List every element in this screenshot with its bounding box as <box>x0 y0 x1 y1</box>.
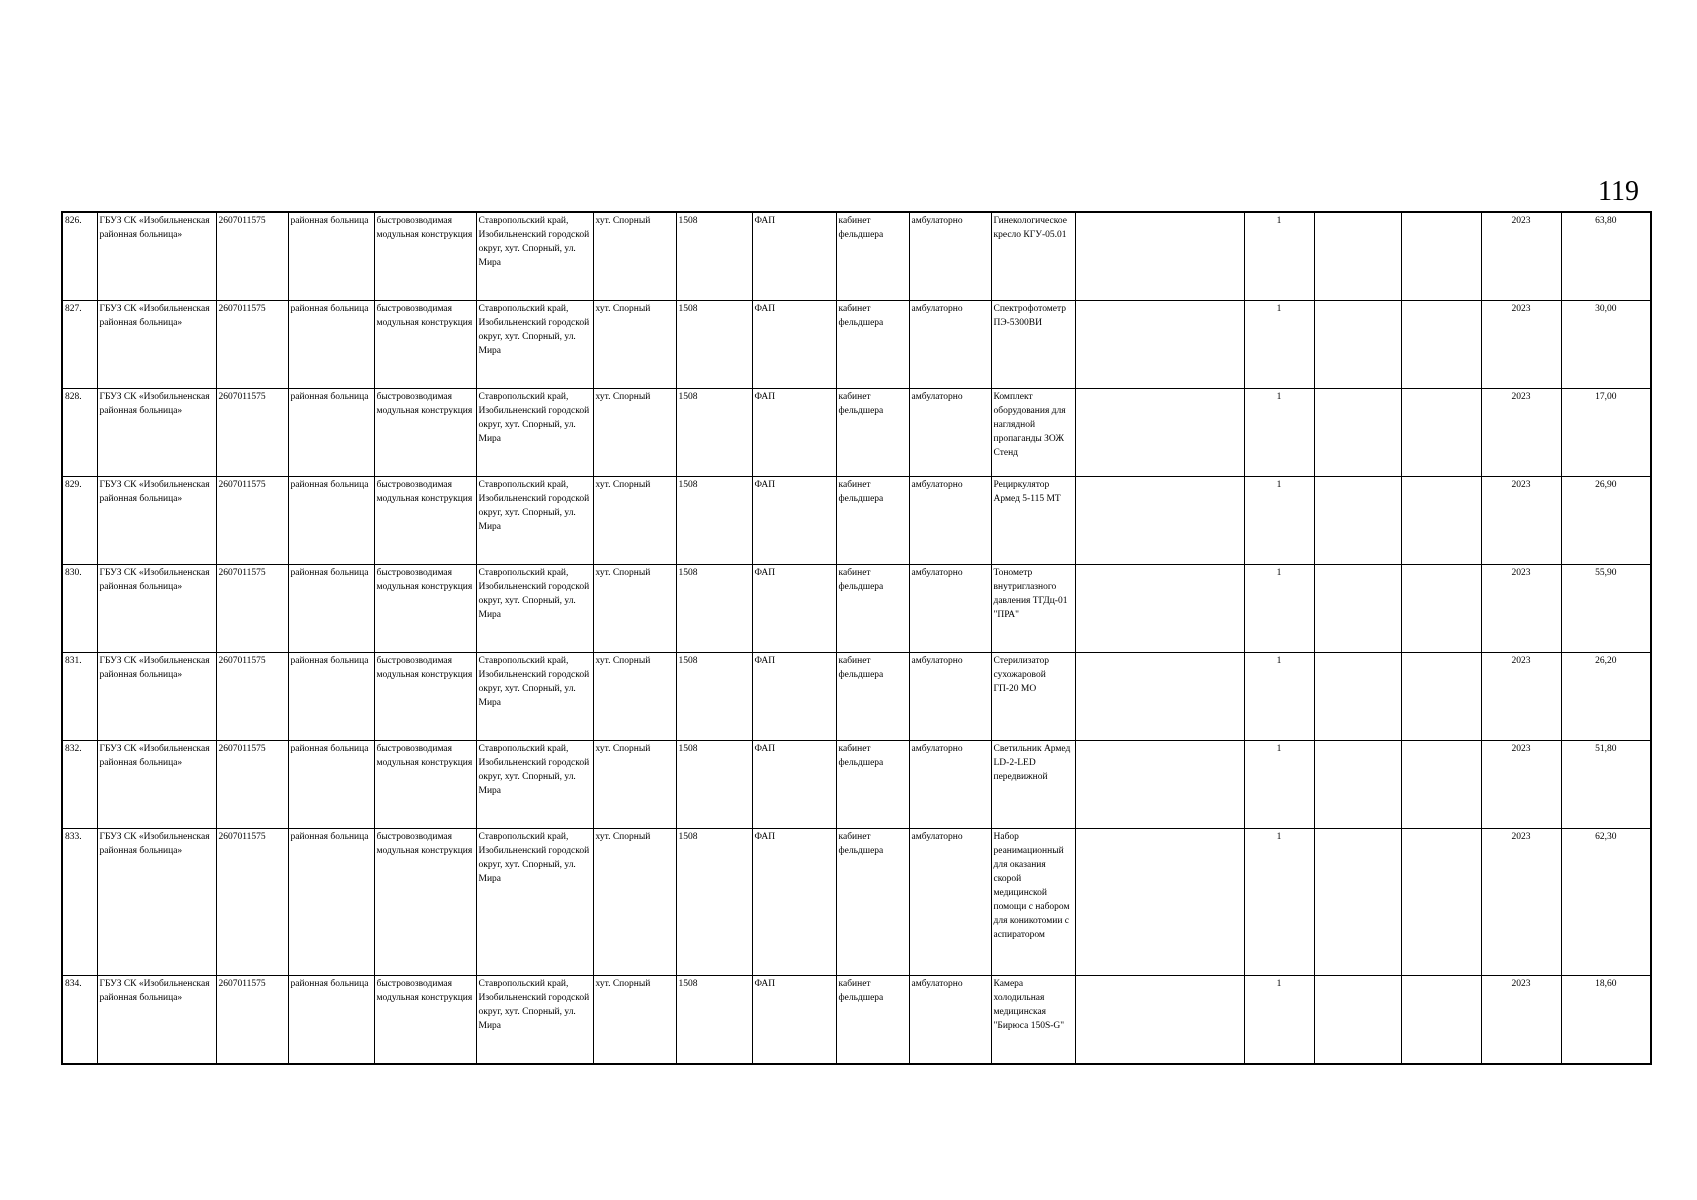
year-cell: 2023 <box>1481 828 1561 975</box>
care-type-cell: амбулаторно <box>909 476 991 564</box>
year-cell: 2023 <box>1481 388 1561 476</box>
organization-cell: ГБУЗ СК «Изобильненская районная больница» <box>97 476 216 564</box>
price-cell: 63,80 <box>1561 212 1651 300</box>
address-cell: Ставропольский край, Изобильненский городской округ, хут. Спорный, ул. Мира <box>476 975 593 1064</box>
org-type-cell: районная больница <box>288 564 374 652</box>
settlement-cell: хут. Спорный <box>593 212 676 300</box>
care-type-cell: амбулаторно <box>909 975 991 1064</box>
room-cell: кабинет фельдшера <box>836 388 909 476</box>
empty-cell <box>1401 476 1481 564</box>
empty-cell <box>1401 740 1481 828</box>
price-cell: 26,20 <box>1561 652 1651 740</box>
empty-cell <box>1314 740 1401 828</box>
population-cell: 1508 <box>676 388 752 476</box>
care-type-cell: амбулаторно <box>909 212 991 300</box>
settlement-cell: хут. Спорный <box>593 300 676 388</box>
year-cell: 2023 <box>1481 975 1561 1064</box>
empty-cell <box>1314 828 1401 975</box>
care-type-cell: амбулаторно <box>909 300 991 388</box>
inn-cell: 2607011575 <box>216 740 288 828</box>
population-cell: 1508 <box>676 300 752 388</box>
year-cell: 2023 <box>1481 564 1561 652</box>
empty-cell <box>1075 652 1244 740</box>
price-cell: 17,00 <box>1561 388 1651 476</box>
population-cell: 1508 <box>676 652 752 740</box>
org-type-cell: районная больница <box>288 212 374 300</box>
organization-cell: ГБУЗ СК «Изобильненская районная больница» <box>97 300 216 388</box>
address-cell: Ставропольский край, Изобильненский городской округ, хут. Спорный, ул. Мира <box>476 388 593 476</box>
settlement-cell: хут. Спорный <box>593 740 676 828</box>
quantity-cell: 1 <box>1244 828 1314 975</box>
quantity-cell: 1 <box>1244 388 1314 476</box>
empty-cell <box>1401 652 1481 740</box>
empty-cell <box>1075 476 1244 564</box>
facility-cell: ФАП <box>752 975 836 1064</box>
price-cell: 51,80 <box>1561 740 1651 828</box>
room-cell: кабинет фельдшера <box>836 300 909 388</box>
settlement-cell: хут. Спорный <box>593 828 676 975</box>
care-type-cell: амбулаторно <box>909 828 991 975</box>
empty-cell <box>1314 388 1401 476</box>
care-type-cell: амбулаторно <box>909 652 991 740</box>
facility-cell: ФАП <box>752 212 836 300</box>
price-cell: 55,90 <box>1561 564 1651 652</box>
table-row <box>62 300 1651 388</box>
quantity-cell: 1 <box>1244 476 1314 564</box>
population-cell: 1508 <box>676 740 752 828</box>
page-number: 119 <box>1598 176 1639 207</box>
empty-cell <box>1401 388 1481 476</box>
quantity-cell: 1 <box>1244 975 1314 1064</box>
empty-cell <box>1075 300 1244 388</box>
equipment-cell: Гинекологическое кресло КГУ-05.01 <box>991 212 1075 300</box>
table-row <box>62 212 1651 300</box>
empty-cell <box>1401 212 1481 300</box>
inn-cell: 2607011575 <box>216 652 288 740</box>
building-type-cell: быстровозводимая модульная конструкция <box>374 975 476 1064</box>
building-type-cell: быстровозводимая модульная конструкция <box>374 564 476 652</box>
facility-cell: ФАП <box>752 300 836 388</box>
table-row <box>62 652 1651 740</box>
building-type-cell: быстровозводимая модульная конструкция <box>374 300 476 388</box>
population-cell: 1508 <box>676 828 752 975</box>
facility-cell: ФАП <box>752 564 836 652</box>
org-type-cell: районная больница <box>288 388 374 476</box>
row-number: 827. <box>62 300 97 388</box>
building-type-cell: быстровозводимая модульная конструкция <box>374 388 476 476</box>
quantity-cell: 1 <box>1244 300 1314 388</box>
empty-cell <box>1075 828 1244 975</box>
quantity-cell: 1 <box>1244 564 1314 652</box>
settlement-cell: хут. Спорный <box>593 476 676 564</box>
room-cell: кабинет фельдшера <box>836 652 909 740</box>
row-number: 828. <box>62 388 97 476</box>
inn-cell: 2607011575 <box>216 212 288 300</box>
building-type-cell: быстровозводимая модульная конструкция <box>374 828 476 975</box>
facility-cell: ФАП <box>752 388 836 476</box>
table-row <box>62 828 1651 975</box>
building-type-cell: быстровозводимая модульная конструкция <box>374 212 476 300</box>
organization-cell: ГБУЗ СК «Изобильненская районная больница» <box>97 388 216 476</box>
table-row <box>62 740 1651 828</box>
org-type-cell: районная больница <box>288 740 374 828</box>
room-cell: кабинет фельдшера <box>836 975 909 1064</box>
empty-cell <box>1314 975 1401 1064</box>
org-type-cell: районная больница <box>288 975 374 1064</box>
organization-cell: ГБУЗ СК «Изобильненская районная больница» <box>97 212 216 300</box>
facility-cell: ФАП <box>752 740 836 828</box>
inn-cell: 2607011575 <box>216 388 288 476</box>
price-cell: 18,60 <box>1561 975 1651 1064</box>
year-cell: 2023 <box>1481 740 1561 828</box>
empty-cell <box>1075 212 1244 300</box>
org-type-cell: районная больница <box>288 652 374 740</box>
row-number: 832. <box>62 740 97 828</box>
facility-cell: ФАП <box>752 828 836 975</box>
organization-cell: ГБУЗ СК «Изобильненская районная больница» <box>97 740 216 828</box>
table-row <box>62 388 1651 476</box>
facility-cell: ФАП <box>752 476 836 564</box>
organization-cell: ГБУЗ СК «Изобильненская районная больница» <box>97 564 216 652</box>
row-number: 829. <box>62 476 97 564</box>
settlement-cell: хут. Спорный <box>593 564 676 652</box>
settlement-cell: хут. Спорный <box>593 975 676 1064</box>
empty-cell <box>1401 564 1481 652</box>
empty-cell <box>1314 476 1401 564</box>
address-cell: Ставропольский край, Изобильненский городской округ, хут. Спорный, ул. Мира <box>476 300 593 388</box>
address-cell: Ставропольский край, Изобильненский городской округ, хут. Спорный, ул. Мира <box>476 212 593 300</box>
address-cell: Ставропольский край, Изобильненский городской округ, хут. Спорный, ул. Мира <box>476 740 593 828</box>
inn-cell: 2607011575 <box>216 564 288 652</box>
equipment-cell: Спектрофотометр ПЭ-5300ВИ <box>991 300 1075 388</box>
care-type-cell: амбулаторно <box>909 740 991 828</box>
address-cell: Ставропольский край, Изобильненский городской округ, хут. Спорный, ул. Мира <box>476 828 593 975</box>
row-number: 826. <box>62 212 97 300</box>
empty-cell <box>1075 564 1244 652</box>
row-number: 830. <box>62 564 97 652</box>
organization-cell: ГБУЗ СК «Изобильненская районная больница» <box>97 652 216 740</box>
org-type-cell: районная больница <box>288 300 374 388</box>
inn-cell: 2607011575 <box>216 476 288 564</box>
year-cell: 2023 <box>1481 212 1561 300</box>
empty-cell <box>1075 388 1244 476</box>
empty-cell <box>1314 212 1401 300</box>
population-cell: 1508 <box>676 975 752 1064</box>
equipment-cell: Рециркулятор Армед 5-115 МТ <box>991 476 1075 564</box>
address-cell: Ставропольский край, Изобильненский городской округ, хут. Спорный, ул. Мира <box>476 564 593 652</box>
price-cell: 30,00 <box>1561 300 1651 388</box>
empty-cell <box>1401 975 1481 1064</box>
organization-cell: ГБУЗ СК «Изобильненская районная больница» <box>97 975 216 1064</box>
address-cell: Ставропольский край, Изобильненский городской округ, хут. Спорный, ул. Мира <box>476 476 593 564</box>
care-type-cell: амбулаторно <box>909 564 991 652</box>
row-number: 834. <box>62 975 97 1064</box>
org-type-cell: районная больница <box>288 476 374 564</box>
address-cell: Ставропольский край, Изобильненский городской округ, хут. Спорный, ул. Мира <box>476 652 593 740</box>
room-cell: кабинет фельдшера <box>836 212 909 300</box>
equipment-cell: Светильник Армед LD-2-LED передвижной <box>991 740 1075 828</box>
year-cell: 2023 <box>1481 476 1561 564</box>
inn-cell: 2607011575 <box>216 975 288 1064</box>
price-cell: 62,30 <box>1561 828 1651 975</box>
facility-cell: ФАП <box>752 652 836 740</box>
empty-cell <box>1314 652 1401 740</box>
equipment-cell: Тонометр внутриглазного давления ТГДц-01 "ПРА" <box>991 564 1075 652</box>
equipment-cell: Набор реанимационный для оказания скорой медицинской помощи с набором для коникотомии с аспиратором <box>991 828 1075 975</box>
room-cell: кабинет фельдшера <box>836 828 909 975</box>
settlement-cell: хут. Спорный <box>593 652 676 740</box>
population-cell: 1508 <box>676 476 752 564</box>
year-cell: 2023 <box>1481 300 1561 388</box>
inn-cell: 2607011575 <box>216 828 288 975</box>
quantity-cell: 1 <box>1244 212 1314 300</box>
equipment-cell: Комплект оборудования для наглядной пропаганды ЗОЖ Стенд <box>991 388 1075 476</box>
table-row <box>62 476 1651 564</box>
building-type-cell: быстровозводимая модульная конструкция <box>374 652 476 740</box>
quantity-cell: 1 <box>1244 652 1314 740</box>
organization-cell: ГБУЗ СК «Изобильненская районная больница» <box>97 828 216 975</box>
empty-cell <box>1314 564 1401 652</box>
equipment-cell: Стерилизатор сухожаровой ГП-20 МО <box>991 652 1075 740</box>
quantity-cell: 1 <box>1244 740 1314 828</box>
year-cell: 2023 <box>1481 652 1561 740</box>
empty-cell <box>1401 300 1481 388</box>
settlement-cell: хут. Спорный <box>593 388 676 476</box>
equipment-cell: Камера холодильная медицинская "Бирюса 150S-G" <box>991 975 1075 1064</box>
row-number: 831. <box>62 652 97 740</box>
population-cell: 1508 <box>676 564 752 652</box>
room-cell: кабинет фельдшера <box>836 476 909 564</box>
table-row <box>62 975 1651 1064</box>
org-type-cell: районная больница <box>288 828 374 975</box>
equipment-table <box>61 211 1652 1065</box>
care-type-cell: амбулаторно <box>909 388 991 476</box>
room-cell: кабинет фельдшера <box>836 740 909 828</box>
empty-cell <box>1314 300 1401 388</box>
empty-cell <box>1075 740 1244 828</box>
building-type-cell: быстровозводимая модульная конструкция <box>374 476 476 564</box>
empty-cell <box>1401 828 1481 975</box>
building-type-cell: быстровозводимая модульная конструкция <box>374 740 476 828</box>
empty-cell <box>1075 975 1244 1064</box>
table-row <box>62 564 1651 652</box>
price-cell: 26,90 <box>1561 476 1651 564</box>
population-cell: 1508 <box>676 212 752 300</box>
room-cell: кабинет фельдшера <box>836 564 909 652</box>
inn-cell: 2607011575 <box>216 300 288 388</box>
row-number: 833. <box>62 828 97 975</box>
